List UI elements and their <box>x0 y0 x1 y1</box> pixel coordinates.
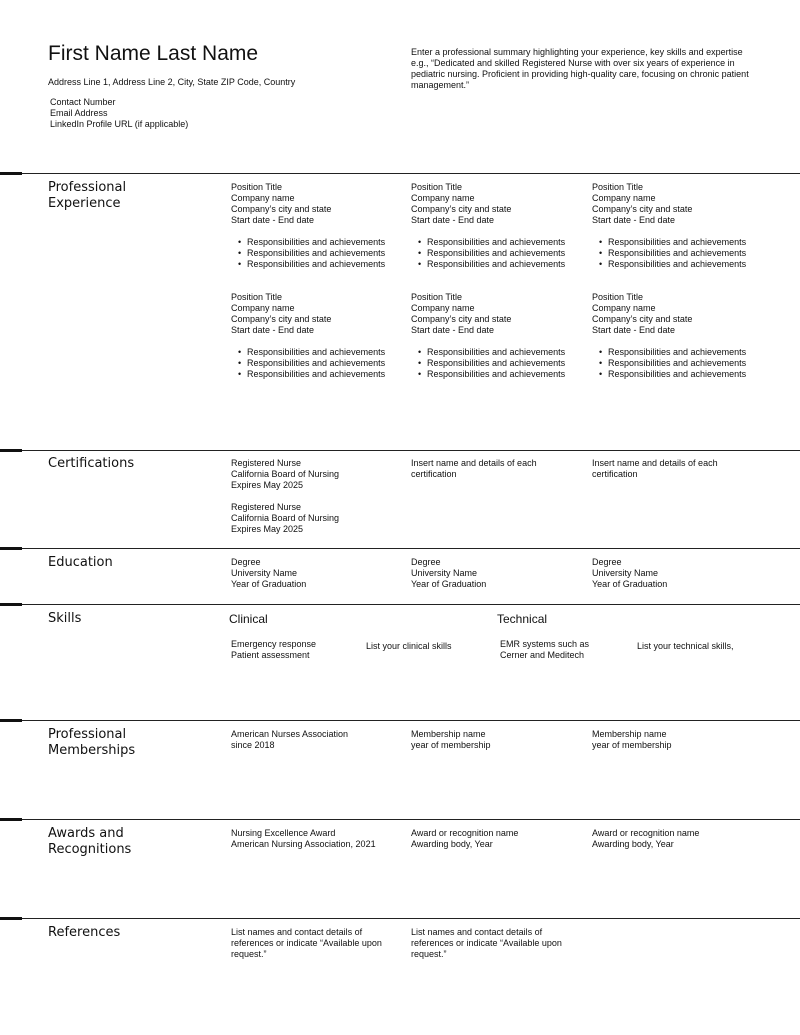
company-name: Company name <box>411 193 475 203</box>
responsibilities-list <box>592 347 746 380</box>
list-item: • Responsibilities and achievements <box>411 358 565 369</box>
skills-clinical-heading: Clinical <box>229 612 268 626</box>
position-title: Position Title <box>592 182 644 192</box>
membership-name: American Nurses Association <box>231 729 349 739</box>
membership-entry <box>231 729 348 751</box>
company-name: Company name <box>231 303 295 313</box>
membership-year: since 2018 <box>231 740 275 750</box>
section-divider <box>0 720 800 721</box>
certification-name: Registered Nurse <box>231 502 302 512</box>
section-divider <box>0 173 800 174</box>
graduation-year: Year of Graduation <box>411 579 487 589</box>
education-entry <box>411 557 486 590</box>
position-title: Position Title <box>411 292 463 302</box>
responsibilities-list <box>231 347 385 380</box>
university-name: University Name <box>592 568 659 578</box>
technical-skills-hint: List your technical skills, <box>637 641 734 651</box>
company-location: Company’s city and state <box>231 204 332 214</box>
certification-issuer: California Board of Nursing <box>231 469 340 479</box>
list-item: • Responsibilities and achievements <box>231 259 385 270</box>
award-name: Award or recognition name <box>592 828 700 838</box>
list-item: • Responsibilities and achievements <box>411 369 565 380</box>
degree: Degree <box>411 557 441 567</box>
list-item: • Responsibilities and achievements <box>411 237 565 248</box>
award-name: Award or recognition name <box>411 828 519 838</box>
skill-item: Cerner and Meditech <box>500 650 585 660</box>
education-entry <box>592 557 667 590</box>
responsibilities-list <box>592 237 746 270</box>
clinical-skills-list <box>231 639 316 661</box>
list-item: • Responsibilities and achievements <box>411 248 565 259</box>
list-item: • Responsibilities and achievements <box>231 248 385 259</box>
membership-year: year of membership <box>592 740 672 750</box>
membership-year: year of membership <box>411 740 491 750</box>
list-item: • Responsibilities and achievements <box>592 259 746 270</box>
list-item: • Responsibilities and achievements <box>411 347 565 358</box>
membership-name: Membership name <box>592 729 667 739</box>
section-title-skills: Skills <box>48 611 82 626</box>
university-name: University Name <box>411 568 478 578</box>
list-item: • Responsibilities and achievements <box>231 358 385 369</box>
award-body: Awarding body, Year <box>592 839 674 849</box>
section-title-references: References <box>48 925 121 940</box>
company-name: Company name <box>592 303 656 313</box>
award-entry <box>411 828 518 850</box>
certification-placeholder: Insert name and details of each certification <box>592 458 718 479</box>
list-item: • Responsibilities and achievements <box>231 237 385 248</box>
job-dates: Start date - End date <box>592 215 676 225</box>
certification-placeholder: Insert name and details of each certification <box>411 458 537 479</box>
company-name: Company name <box>592 193 656 203</box>
section-divider <box>0 918 800 919</box>
graduation-year: Year of Graduation <box>231 579 307 589</box>
job-entry <box>231 182 385 270</box>
professional-summary: Enter a professional summary highlighting your experience, key skills and expertise e.g., “Dedicated and skilled Registered Nurse with over six years of experience in pediatric nursing. Proficient in providing high-quality care, focusing on chronic patient management.” <box>411 47 749 90</box>
position-title: Position Title <box>231 292 283 302</box>
job-dates: Start date - End date <box>411 215 495 225</box>
section-divider <box>0 450 800 451</box>
responsibilities-list <box>411 237 565 270</box>
position-title: Position Title <box>411 182 463 192</box>
list-item: • Responsibilities and achievements <box>592 358 746 369</box>
candidate-name: First Name Last Name <box>48 42 259 65</box>
contact-number: Contact Number <box>50 97 116 107</box>
section-title-certifications: Certifications <box>48 456 135 471</box>
degree: Degree <box>592 557 622 567</box>
reference-entry: List names and contact details of references or indicate “Available upon request.” <box>411 927 562 959</box>
section-divider <box>0 604 800 605</box>
job-dates: Start date - End date <box>231 215 315 225</box>
award-body: Awarding body, Year <box>411 839 493 849</box>
graduation-year: Year of Graduation <box>592 579 668 589</box>
list-item: • Responsibilities and achievements <box>592 369 746 380</box>
membership-entry <box>592 729 672 751</box>
linkedin-url: LinkedIn Profile URL (if applicable) <box>50 119 189 129</box>
job-entry <box>592 182 746 270</box>
section-title-experience: Professional Experience <box>48 180 127 211</box>
certification-entry <box>231 458 339 491</box>
job-entry <box>231 292 385 380</box>
job-dates: Start date - End date <box>592 325 676 335</box>
company-name: Company name <box>411 303 475 313</box>
certification-name: Registered Nurse <box>231 458 302 468</box>
job-entry <box>411 182 565 270</box>
responsibilities-list <box>231 237 385 270</box>
list-item: • Responsibilities and achievements <box>592 248 746 259</box>
job-dates: Start date - End date <box>411 325 495 335</box>
list-item: • Responsibilities and achievements <box>231 369 385 380</box>
section-divider <box>0 819 800 820</box>
skill-item: Emergency response <box>231 639 317 649</box>
job-entry <box>411 292 565 380</box>
list-item: • Responsibilities and achievements <box>411 259 565 270</box>
certification-expiry: Expires May 2025 <box>231 524 304 534</box>
award-entry <box>592 828 699 850</box>
skills-technical-heading: Technical <box>497 612 548 626</box>
job-dates: Start date - End date <box>231 325 315 335</box>
position-title: Position Title <box>592 292 644 302</box>
award-name: Nursing Excellence Award <box>231 828 336 838</box>
technical-skills-list <box>500 639 589 661</box>
position-title: Position Title <box>231 182 283 192</box>
membership-name: Membership name <box>411 729 486 739</box>
company-name: Company name <box>231 193 295 203</box>
skill-item: EMR systems such as <box>500 639 590 649</box>
certification-entry <box>231 502 339 535</box>
university-name: University Name <box>231 568 298 578</box>
section-title-awards: Awards and Recognitions <box>48 826 132 857</box>
list-item: • Responsibilities and achievements <box>592 237 746 248</box>
company-location: Company’s city and state <box>411 204 512 214</box>
contact-block <box>50 97 188 130</box>
award-entry <box>231 828 376 850</box>
membership-entry <box>411 729 491 751</box>
list-item: • Responsibilities and achievements <box>231 347 385 358</box>
section-title-memberships: Professional Memberships <box>48 727 136 758</box>
company-location: Company’s city and state <box>231 314 332 324</box>
degree: Degree <box>231 557 261 567</box>
certification-expiry: Expires May 2025 <box>231 480 304 490</box>
job-entry <box>592 292 746 380</box>
certification-issuer: California Board of Nursing <box>231 513 340 523</box>
skill-item: Patient assessment <box>231 650 310 660</box>
company-location: Company’s city and state <box>411 314 512 324</box>
company-location: Company’s city and state <box>592 314 693 324</box>
company-location: Company’s city and state <box>592 204 693 214</box>
section-title-education: Education <box>48 555 113 570</box>
responsibilities-list <box>411 347 565 380</box>
email-address: Email Address <box>50 108 108 118</box>
award-body: American Nursing Association, 2021 <box>231 839 376 849</box>
education-entry <box>231 557 306 590</box>
clinical-skills-hint: List your clinical skills <box>366 641 452 651</box>
reference-entry: List names and contact details of references or indicate “Available upon request.” <box>231 927 382 959</box>
section-divider <box>0 548 800 549</box>
address-line: Address Line 1, Address Line 2, City, State ZIP Code, Country <box>48 77 296 87</box>
list-item: • Responsibilities and achievements <box>592 347 746 358</box>
